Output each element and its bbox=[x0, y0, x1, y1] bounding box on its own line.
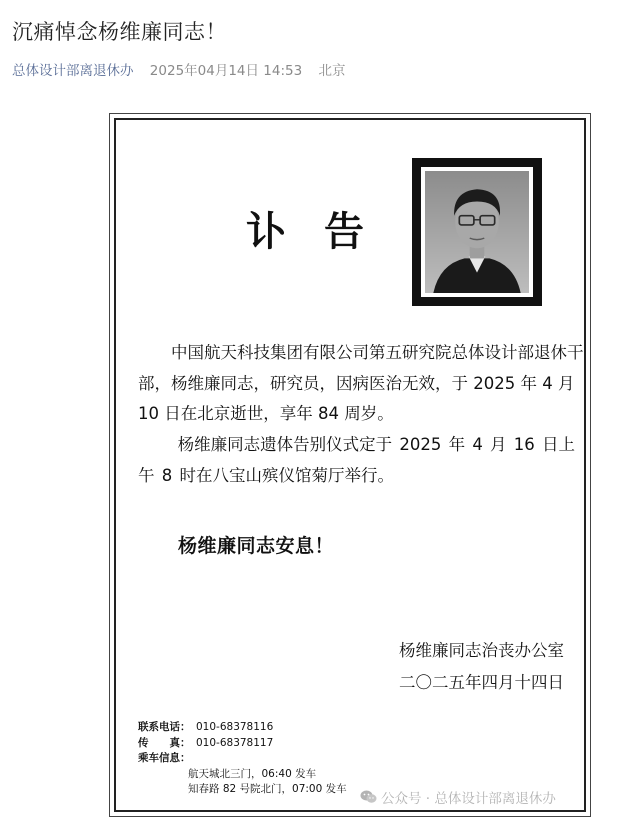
publish-datetime: 2025年04月14日 14:53 bbox=[149, 63, 303, 79]
image-watermark bbox=[360, 787, 556, 807]
obituary-heading: 讣告 bbox=[246, 208, 402, 255]
fax-number: 010-68378117 bbox=[196, 736, 274, 749]
contact-info bbox=[138, 720, 347, 798]
obituary-paragraph-1: 中国航天科技集团有限公司第五研究院总体设计部退休干部，杨维廉同志，研究员，因病医治无效，于 2025 年 4 月 10 日在北京逝世，享年 84 周岁。 bbox=[138, 343, 584, 423]
obituary-paragraph-2: 杨维廉同志遗体告别仪式定于 2025 年 4 月 16 日上午 8 时在八宝山殡仪馆菊厅举行。 bbox=[138, 435, 576, 485]
signature-organization: 杨维廉同志治丧办公室 bbox=[399, 641, 564, 660]
publish-location: 北京 bbox=[318, 63, 346, 79]
wechat-icon bbox=[360, 790, 377, 804]
portrait-photo bbox=[425, 171, 529, 293]
article-title: 沉痛悼念杨维廉同志！ bbox=[12, 20, 227, 44]
account-name-link[interactable]: 总体设计部离退休办 bbox=[12, 63, 134, 79]
contact-phone-row bbox=[138, 720, 347, 736]
transport-label: 乘车信息： bbox=[138, 752, 191, 764]
phone-label: 联系电话： bbox=[138, 721, 191, 733]
signature-date: 二〇二五年四月十四日 bbox=[399, 673, 564, 692]
obituary-inner-border bbox=[114, 118, 586, 812]
article-meta bbox=[12, 59, 358, 79]
fax-label: 传 真： bbox=[138, 736, 191, 749]
transport-route-2: 知春路 82 号院北门，07:00 发车 bbox=[188, 783, 347, 795]
portrait-mat bbox=[421, 167, 533, 297]
phone-number: 010-68378116 bbox=[196, 721, 274, 733]
obituary-notice-image bbox=[109, 113, 591, 817]
signature-block bbox=[399, 635, 564, 699]
farewell-line: 杨维廉同志安息！ bbox=[178, 535, 335, 557]
portrait-frame bbox=[412, 158, 542, 306]
transport-route-1: 航天城北三门，06:40 发车 bbox=[188, 767, 317, 780]
contact-transport-row bbox=[138, 751, 347, 767]
contact-fax-row bbox=[138, 736, 347, 752]
watermark-text: 公众号 · 总体设计部离退休办 bbox=[381, 791, 556, 807]
